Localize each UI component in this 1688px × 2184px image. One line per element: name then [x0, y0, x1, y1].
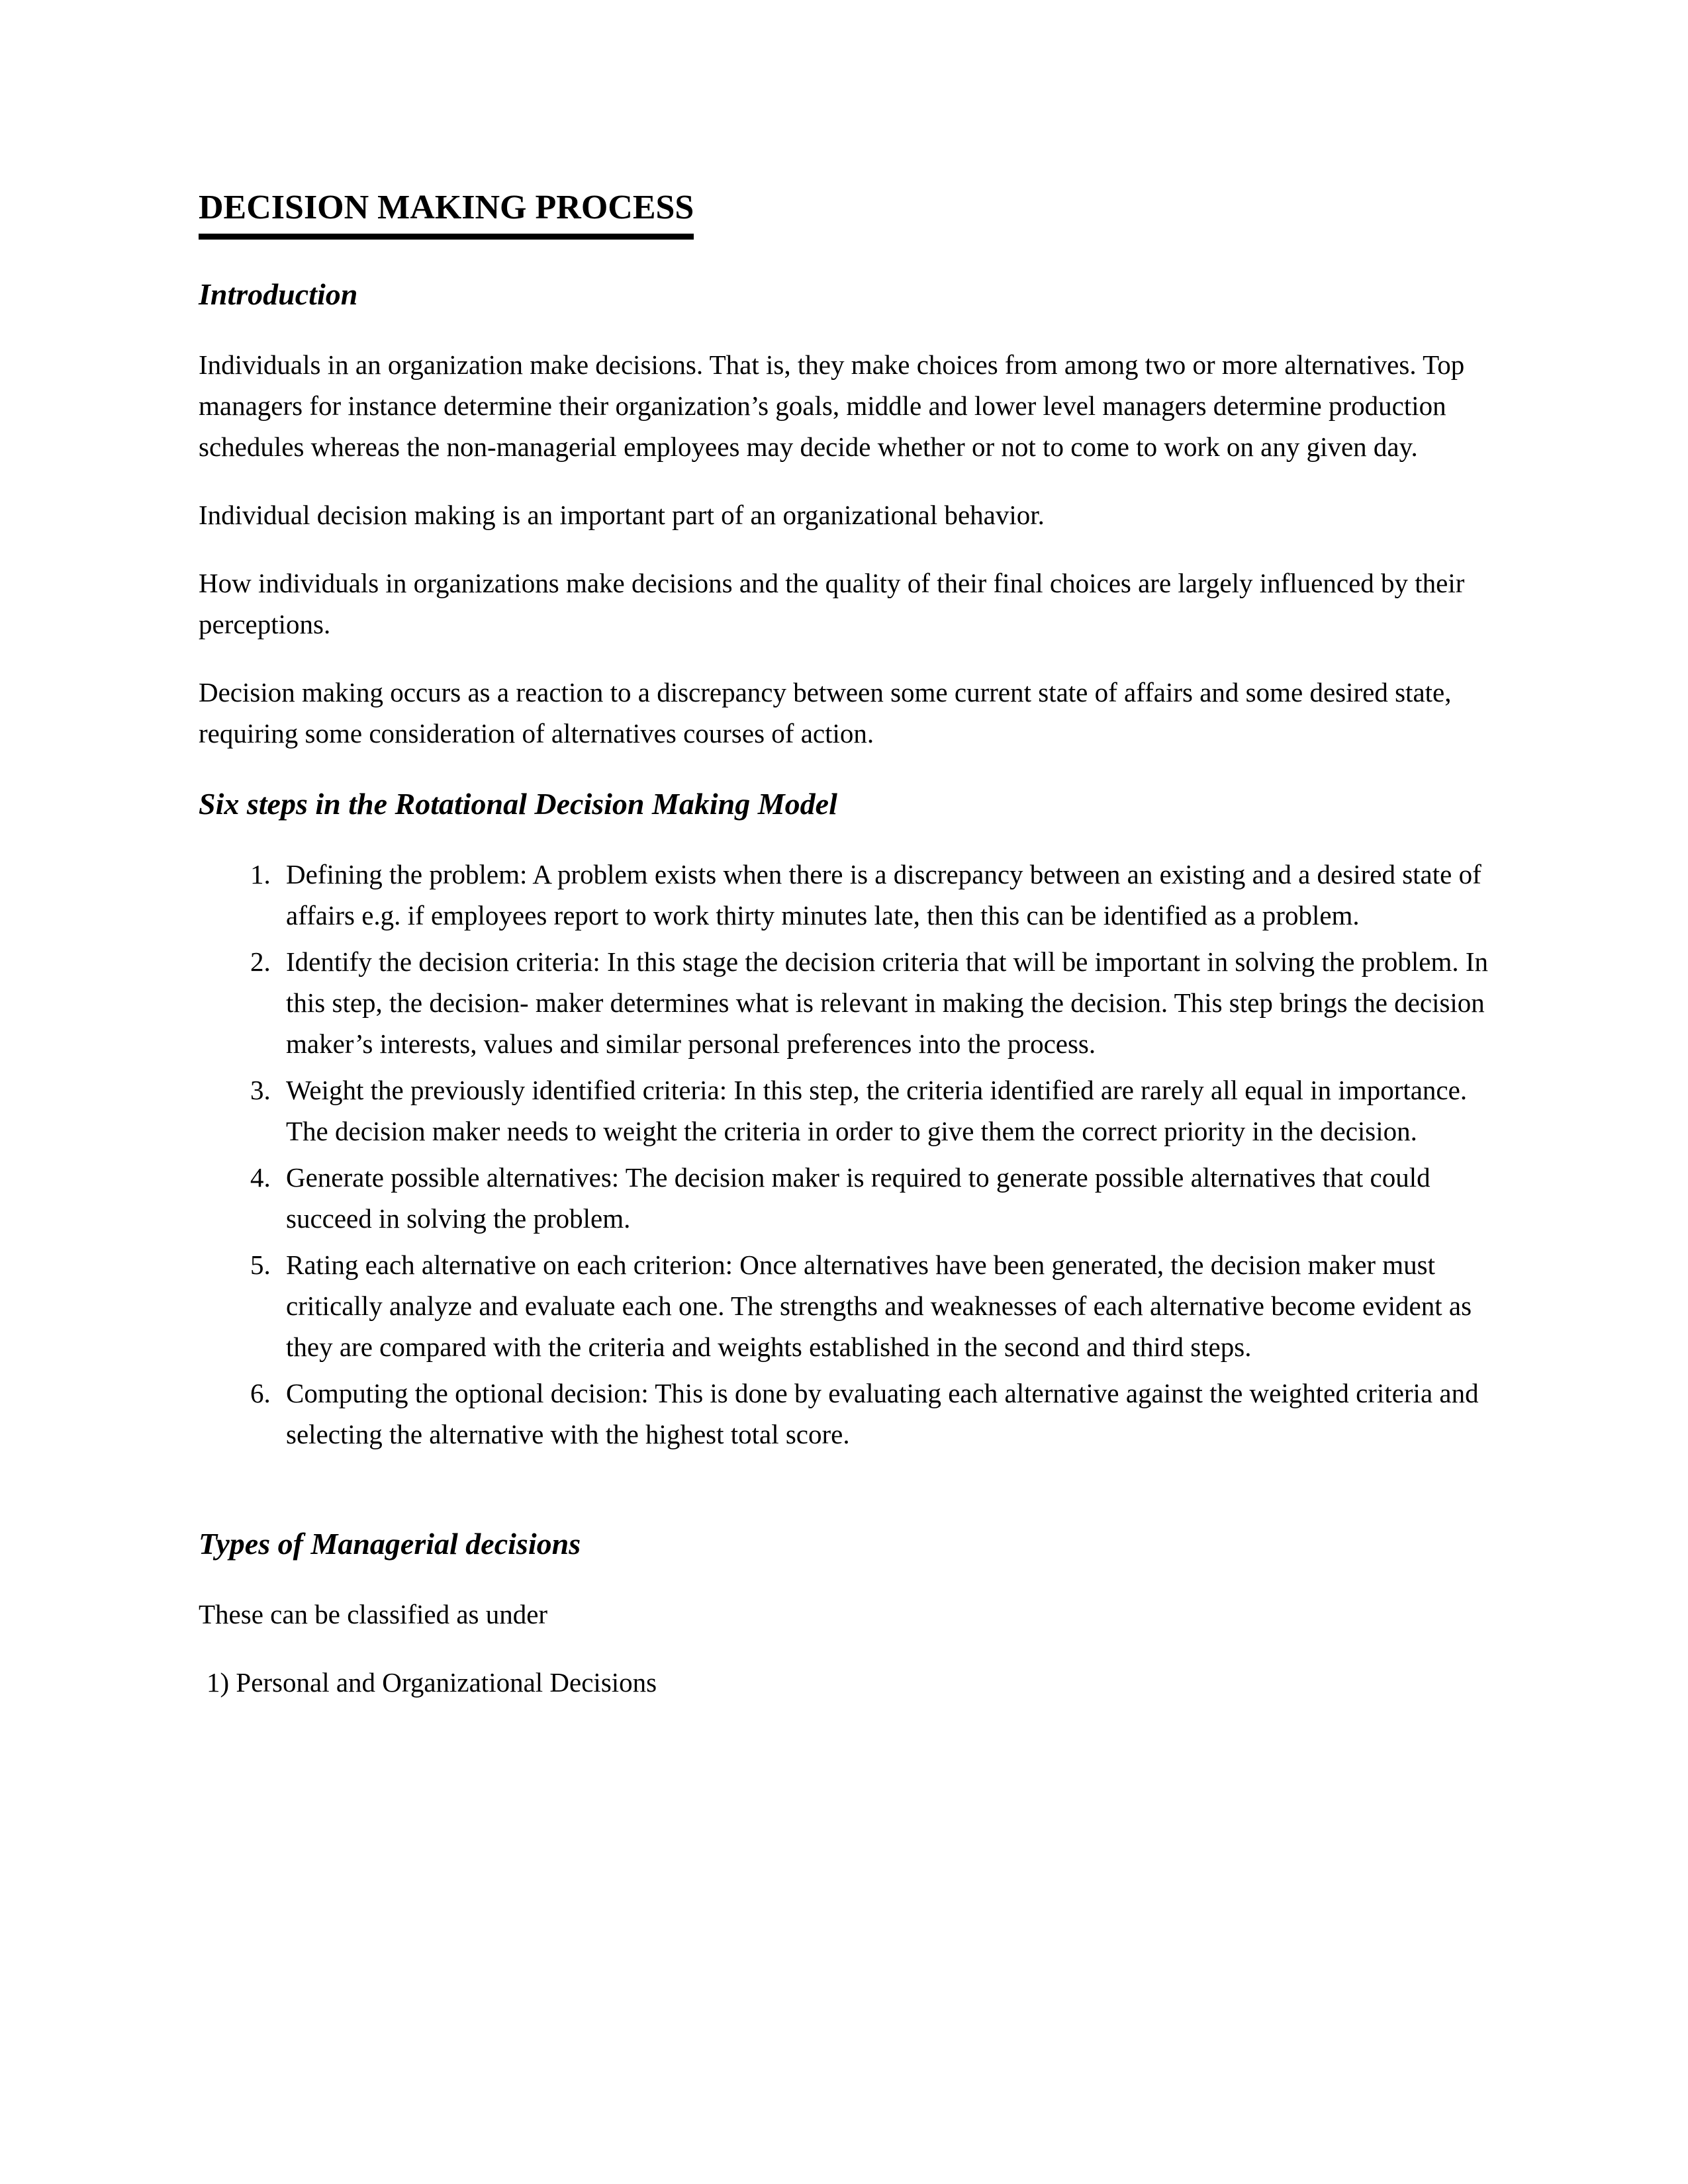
step-item-5: [199, 1244, 1489, 1367]
steps-list: [199, 854, 1489, 1455]
step-number-3: 3.: [250, 1075, 271, 1105]
document-content: [199, 187, 1489, 1703]
intro-paragraph-3: How individuals in organizations make decisions and the quality of their final choices are largely influenced by their perceptions.: [199, 568, 1465, 639]
step-number-2: 2.: [250, 946, 271, 977]
step-number-4: 4.: [250, 1162, 271, 1193]
step-number-6: 6.: [250, 1378, 271, 1408]
step-item-1: [199, 854, 1489, 936]
step-number-1: 1.: [250, 859, 271, 889]
step-number-5: 5.: [250, 1250, 271, 1280]
step-item-2: [199, 941, 1489, 1064]
intro-paragraph-2: Individual decision making is an important part of an organizational behavior.: [199, 500, 1045, 530]
step-text-5: Rating each alternative on each criterion: Once alternatives have been generated, the decision maker must critically analyze and evaluate each one. The strengths and weaknesses of each alternative become evident as they are compared with the criteria and weights established in the second and third steps.: [286, 1250, 1472, 1362]
six-steps-heading: Six steps in the Rotational Decision Making Model: [199, 787, 837, 821]
step-item-6: [199, 1373, 1489, 1455]
page-title: [199, 187, 1489, 240]
step-text-4: Generate possible alternatives: The decision maker is required to generate possible alternatives that could succeed in solving the problem.: [286, 1162, 1430, 1234]
intro-paragraph-1: Individuals in an organization make decisions. That is, they make choices from among two or more alternatives. Top managers for instance determine their organization’s goals, middle and lower level managers determine production schedules whereas the non-managerial employees may decide whether or not to come to work on any given day.: [199, 349, 1465, 462]
step-text-3: Weight the previously identified criteria: In this step, the criteria identified are rarely all equal in importance. The decision maker needs to weight the criteria in order to give them the correct priority in the decision.: [286, 1075, 1468, 1146]
step-text-6: Computing the optional decision: This is done by evaluating each alternative against the weighted criteria and selecting the alternative with the highest total score.: [286, 1378, 1479, 1449]
introduction-heading: Introduction: [199, 277, 358, 311]
types-intro: These can be classified as under: [199, 1599, 548, 1629]
step-item-4: [199, 1157, 1489, 1239]
page-title-text: DECISION MAKING PROCESS: [199, 187, 694, 240]
types-heading: Types of Managerial decisions: [199, 1527, 581, 1561]
step-item-3: [199, 1069, 1489, 1152]
intro-paragraph-4: Decision making occurs as a reaction to a discrepancy between some current state of affairs and some desired state, requiring some consideration of alternatives courses of action.: [199, 677, 1452, 749]
step-text-1: Defining the problem: A problem exists when there is a discrepancy between an existing and a desired state of affairs e.g. if employees report to work thirty minutes late, then this can be identified as a problem.: [286, 859, 1481, 931]
step-text-2: Identify the decision criteria: In this stage the decision criteria that will be important in solving the problem. In this step, the decision- maker determines what is relevant in making the decision. This step brings the decision maker’s interests, values and similar personal preferences into the process.: [286, 946, 1489, 1059]
types-item-1: 1) Personal and Organizational Decisions: [207, 1667, 657, 1698]
